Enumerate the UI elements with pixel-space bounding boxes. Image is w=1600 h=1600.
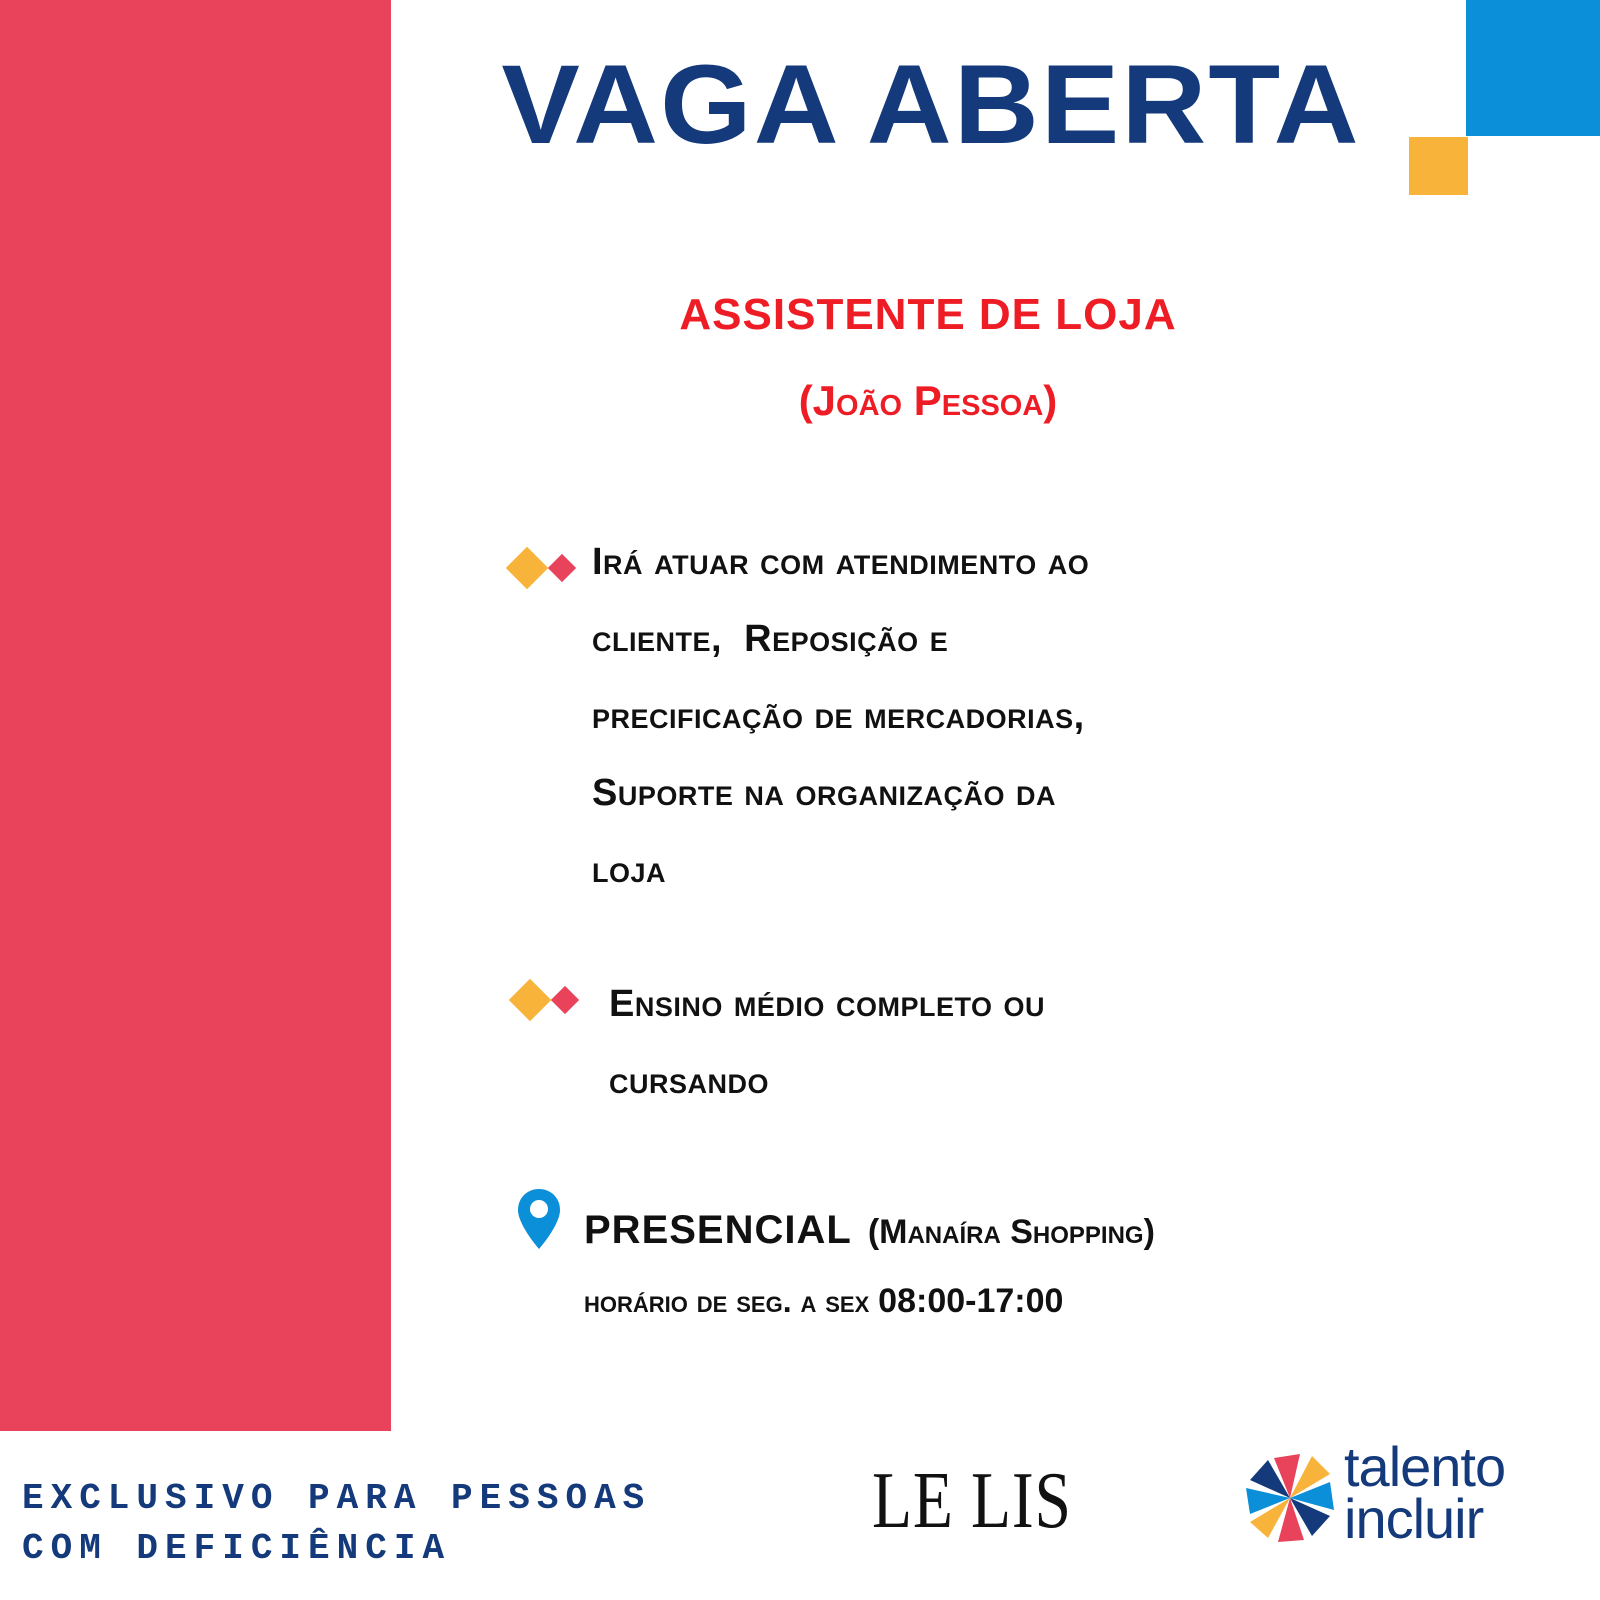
bullet-line: cliente, Reposição e [592, 618, 949, 660]
red-diamond-icon [548, 554, 576, 582]
schedule-label: horário de seg. a sex [584, 1283, 870, 1319]
headline: VAGA ABERTA [501, 42, 1361, 167]
work-mode: PRESENCIAL [584, 1208, 852, 1252]
job-title: ASSISTENTE DE LOJA [679, 290, 1177, 339]
job-location: (João Pessoa) [798, 377, 1058, 424]
schedule-time: 08:00-17:00 [878, 1282, 1064, 1320]
red-diamond-icon [551, 986, 579, 1014]
location-pin-icon [516, 1187, 562, 1251]
bullet-line: cursando [609, 1060, 770, 1102]
red-side-panel [0, 0, 391, 1431]
exclusive-line: COM DEFICIÊNCIA [22, 1528, 452, 1569]
schedule-line [584, 1282, 1063, 1321]
exclusive-line: EXCLUSIVO PARA PESSOAS [22, 1478, 652, 1519]
bullet-line: Irá atuar com atendimento ao [592, 541, 1090, 583]
work-place: (Manaíra Shopping) [867, 1213, 1155, 1251]
talento-incluir-logo [1344, 1435, 1506, 1550]
bullet-line: Suporte na organização da [592, 772, 1057, 814]
le-lis-logo: LE LIS [872, 1457, 1072, 1545]
bullet-line: loja [592, 849, 667, 891]
bullet-line: precificação de mercadorias, [592, 695, 1085, 737]
yellow-diamond-icon [506, 547, 548, 589]
pinwheel-logo-icon [1242, 1450, 1338, 1546]
incluir-word: incluir [1344, 1487, 1484, 1550]
work-mode-line [584, 1208, 1155, 1253]
yellow-diamond-icon [509, 979, 551, 1021]
exclusive-notice [22, 1474, 651, 1574]
bullet-education [609, 966, 1309, 1120]
bullet-line: Ensino médio completo ou [609, 983, 1046, 1025]
bullet-duties [592, 524, 1352, 909]
talento-word: talento [1344, 1435, 1506, 1498]
